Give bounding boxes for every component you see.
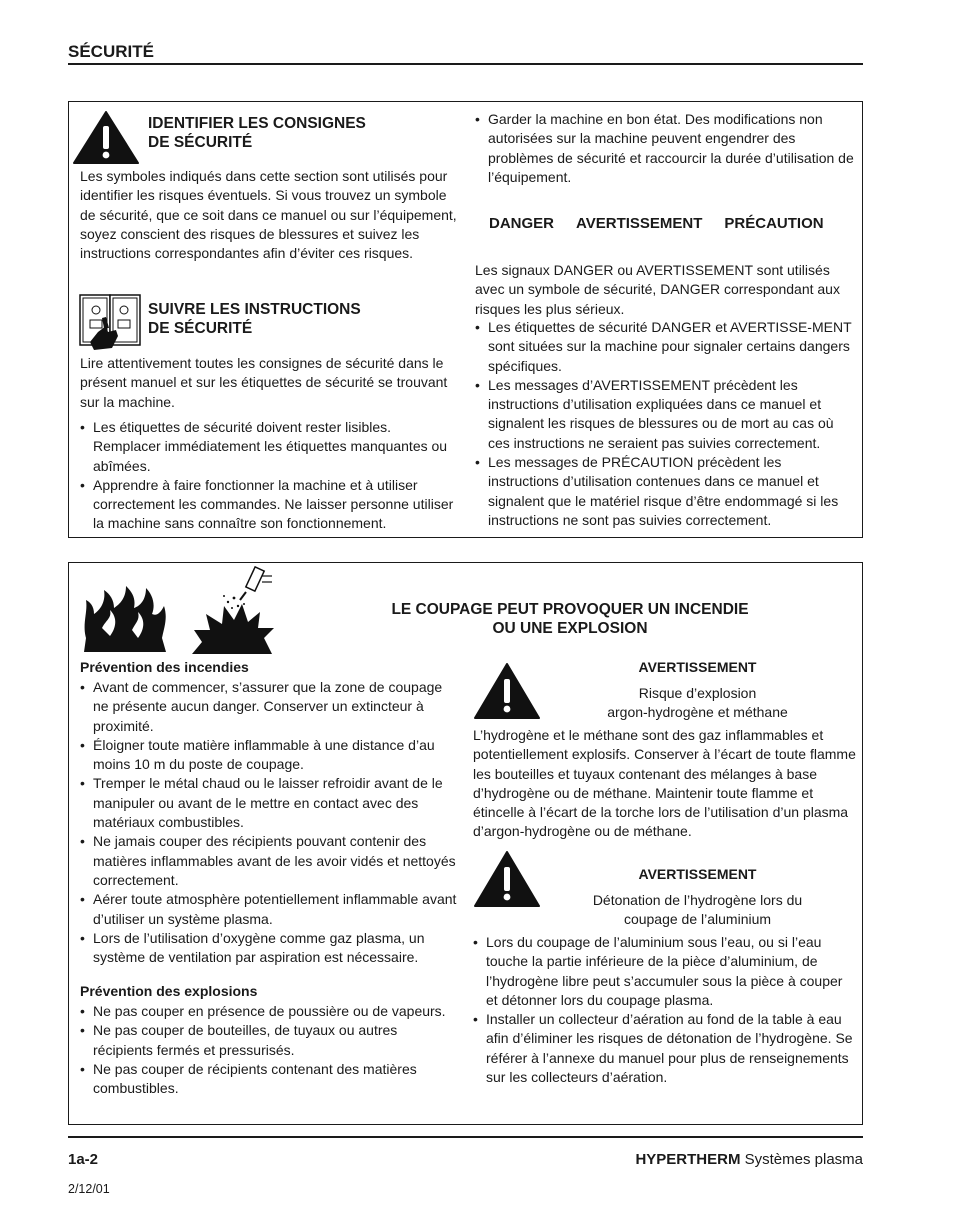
bottom-rule [68, 1136, 863, 1138]
follow-heading: SUIVRE LES INSTRUCTIONS DE SÉCURITÉ [148, 301, 361, 337]
warning-triangle-icon [473, 662, 541, 720]
list-item: • Garder la machine en bon état. Des modifications non autorisées sur la machine peuvent engendrer des problèmes de sécurité et raccourcir la durée d’utilisation de l’équipement. [475, 110, 855, 187]
fire-icon [80, 584, 170, 654]
list-item: • Ne jamais couper des récipients pouvant contenir des matières inflammables avant de les avoir vidés et nettoyés correctement. [80, 832, 458, 890]
list-item: • Tremper le métal chaud ou le laisser refroidir avant de le manipuler ou avant de le mettre en contact avec des matériaux combustibles. [80, 774, 458, 832]
list-item: • Éloigner toute matière inflammable à une distance d’au moins 10 m du poste de coupage. [80, 736, 458, 775]
footer-date: 2/12/01 [68, 1182, 110, 1196]
signal-word-danger: DANGER [489, 215, 555, 232]
signal-bullets [475, 318, 855, 530]
manual-hand-icon [76, 292, 144, 352]
brand-name: HYPERTHERM [635, 1151, 741, 1168]
maintenance-bullet [475, 110, 855, 187]
list-item: • Les étiquettes de sécurité DANGER et AVERTISSE-MENT sont situées sur la machine pour signaler certains dangers spécifiques. [475, 318, 855, 376]
warning2-bullets [473, 933, 857, 1087]
fire-prevention-bullets [80, 678, 458, 967]
list-item: • Les messages de PRÉCAUTION précèdent les instructions d’utilisation contenues dans ce manuel et signalent que le matériel risque d’être endommagé si les instructions ne sont pas suivies correctement. [475, 453, 855, 530]
warning-triangle-icon [72, 110, 140, 165]
list-item: • Lors de l’utilisation d’oxygène comme gaz plasma, un système de ventilation par aspiration est nécessaire. [80, 929, 458, 968]
warning2-subtitle: Détonation de l’hydrogène lors du coupage de l’aluminium [592, 892, 803, 928]
footer-brand [635, 1151, 863, 1168]
explosion-prevention-title: Prévention des explosions [80, 983, 258, 999]
list-item: • Ne pas couper en présence de poussière ou de vapeurs. [80, 1002, 458, 1021]
warning1-paragraph: L’hydrogène et le méthane sont des gaz inflammables et potentiellement explosifs. Conserver à l’écart de toute flamme les bouteilles et tuyaux contenant des mélanges à base d’hydrogène ou de méthane. Maintenir toute flamme et étincelle à l’écart de la torche lors de l’utilisation d’un plasma d’argon-hydrogène ou de méthane. [473, 727, 856, 840]
brand-tagline: Systèmes plasma [740, 1151, 863, 1168]
follow-bullets [80, 418, 458, 534]
list-item: • Installer un collecteur d’aération au fond de la table à eau afin d’éliminer les risques de détonation de l’hydrogène. Se référer à l’annexe du manuel pour plus de renseignements sur les collecteurs d’aération. [473, 1010, 857, 1087]
fire-prevention-title: Prévention des incendies [80, 659, 249, 675]
list-item: • Les étiquettes de sécurité doivent rester lisibles. Remplacer immédiatement les étiquettes manquantes ou abîmées. [80, 418, 458, 476]
signal-word-caution: PRÉCAUTION [724, 215, 824, 232]
list-item: • Apprendre à faire fonctionner la machine et à utiliser correctement les commandes. Ne laisser personne utiliser la machine sans connaître son fonctionnement. [80, 476, 458, 534]
warning2-title: AVERTISSEMENT [638, 866, 757, 882]
signal-paragraph: Les signaux DANGER ou AVERTISSEMENT sont utilisés avec un symbole de sécurité, DANGER correspondant aux risques les plus sérieux. [475, 262, 840, 317]
signal-words [489, 214, 846, 233]
fire-heading: LE COUPAGE PEUT PROVOQUER UN INCENDIE OU UNE EXPLOSION [391, 601, 749, 637]
list-item: • Ne pas couper de récipients contenant des matières combustibles. [80, 1060, 458, 1099]
identify-heading: IDENTIFIER LES CONSIGNES DE SÉCURITÉ [148, 115, 366, 151]
list-item: • Lors du coupage de l’aluminium sous l’eau, ou si l’eau touche la partie inférieure de la pièce d’aluminium, de l’hydrogène libre peut s’accumuler sous la pièce à couper et détonner lors du coupage plasma. [473, 933, 857, 1010]
list-item: • Aérer toute atmosphère potentiellement inflammable avant d’utiliser un système plasma. [80, 890, 458, 929]
signal-word-warning: AVERTISSEMENT [576, 215, 703, 232]
explosion-prevention-bullets [80, 1002, 458, 1098]
list-item: • Ne pas couper de bouteilles, de tuyaux ou autres récipients fermés et pressurisés. [80, 1021, 458, 1060]
warning1-subtitle: Risque d’explosion argon-hydrogène et méthane [607, 685, 788, 721]
section-title: SÉCURITÉ [68, 42, 154, 61]
list-item: • Avant de commencer, s’assurer que la zone de coupage ne présente aucun danger. Conserver un extincteur à proximité. [80, 678, 458, 736]
explosion-torch-icon [188, 566, 276, 656]
page-number: 1a-2 [68, 1151, 99, 1168]
warning1-title: AVERTISSEMENT [638, 659, 757, 675]
top-rule [68, 63, 863, 65]
follow-paragraph: Lire attentivement toutes les consignes de sécurité dans le présent manuel et sur les étiquettes de sécurité se trouvant sur la machine. [80, 355, 448, 410]
list-item: • Les messages d’AVERTISSEMENT précèdent les instructions d’utilisation expliquées dans ce manuel et signalent les risques de blessures ou de mort au cas où ces instructions ne seraient pas suivies correctement. [475, 376, 855, 453]
warning-triangle-icon [473, 850, 541, 908]
identify-paragraph: Les symboles indiqués dans cette section sont utilisés pour identifier les risques éventuels. Si vous trouvez un symbole de sécurité, que ce soit dans ce manuel ou sur l’équipement, soyez conscient des risques de blessures et suivez les instructions correspondantes afin d’éviter ces risques. [80, 168, 457, 262]
